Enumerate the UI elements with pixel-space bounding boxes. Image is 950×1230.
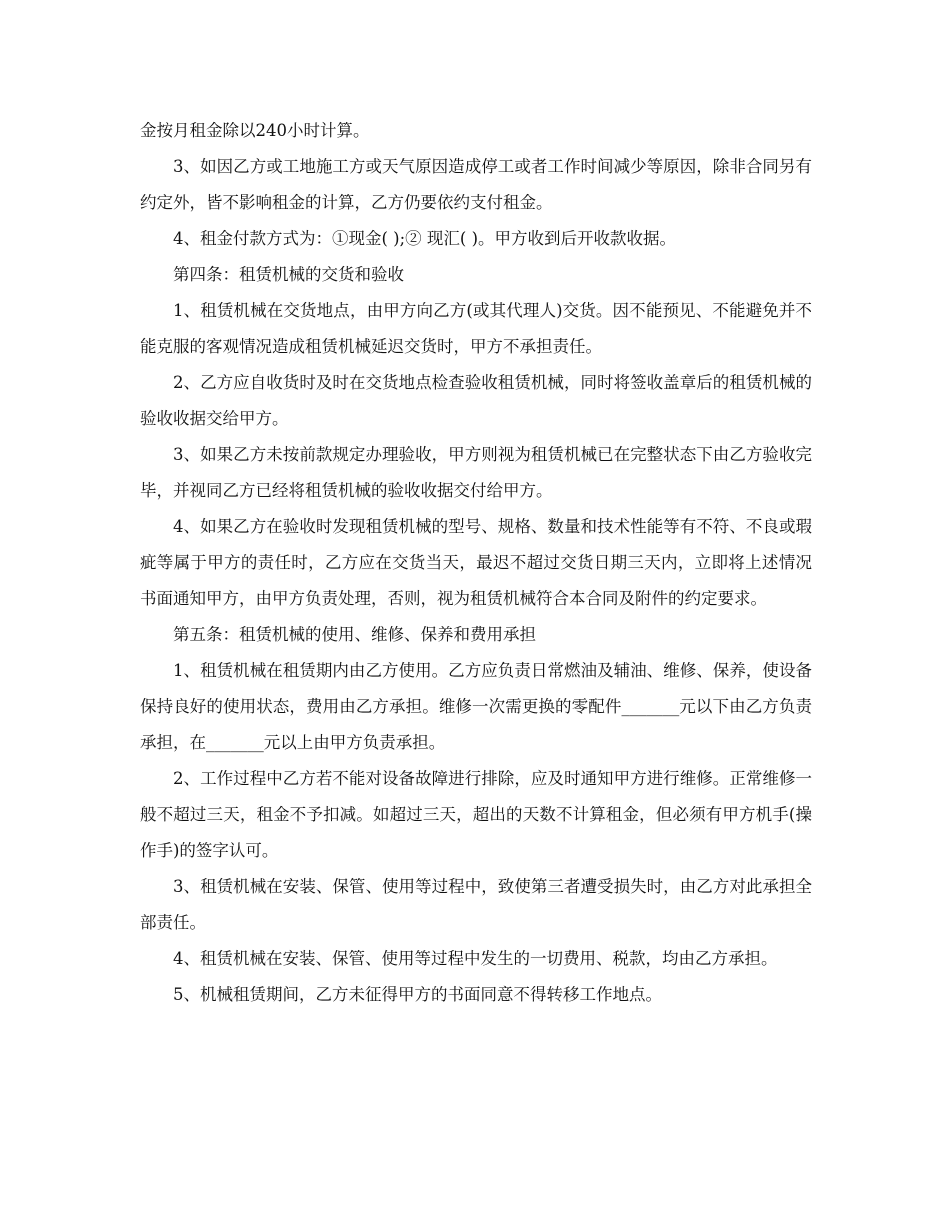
document-page xyxy=(140,113,812,1013)
paragraph-article-5-item-4: 4、租赁机械在安装、保管、使用等过程中发生的一切费用、税款，均由乙方承担。 xyxy=(173,949,778,968)
paragraph-clause-4-payment-method: 4、租金付款方式为：①现金( );② 现汇( )。甲方收到后开收款收据。 xyxy=(173,229,677,248)
paragraph-article-4-item-4: 4、如果乙方在验收时发现租赁机械的型号、规格、数量和技术性能等有不符、不良或瑕疵等属于甲方的责任时，乙方应在交货当天，最迟不超过交货日期三天内，立即将上述情况书面通知甲方，由甲方负责处理，否则，视为租赁机械符合本合同及附件的约定要求。 xyxy=(140,517,812,608)
paragraph-article-5-item-5: 5、机械租赁期间，乙方未征得甲方的书面同意不得转移工作地点。 xyxy=(173,985,662,1004)
paragraph-article-5-item-2: 2、工作过程中乙方若不能对设备故障进行排除，应及时通知甲方进行维修。正常维修一般不超过三天，租金不予扣减。如超过三天，超出的天数不计算租金，但必须有甲方机手(操作手)的签字认可。 xyxy=(140,769,812,860)
paragraph-article-5-item-3: 3、租赁机械在安装、保管、使用等过程中，致使第三者遭受损失时，由乙方对此承担全部责任。 xyxy=(140,877,812,932)
paragraph-article-4-item-3: 3、如果乙方未按前款规定办理验收，甲方则视为租赁机械已在完整状态下由乙方验收完毕，并视同乙方已经将租赁机械的验收收据交付给甲方。 xyxy=(140,445,812,500)
paragraph-rent-calculation-continued: 金按月租金除以240小时计算。 xyxy=(140,121,370,140)
paragraph-article-4-item-1: 1、租赁机械在交货地点，由甲方向乙方(或其代理人)交货。因不能预见、不能避免并不能克服的客观情况造成租赁机械延迟交货时，甲方不承担责任。 xyxy=(140,301,812,356)
article-4-heading: 第四条：租赁机械的交货和验收 xyxy=(173,265,404,284)
paragraph-clause-3-stoppage: 3、如因乙方或工地施工方或天气原因造成停工或者工作时间减少等原因，除非合同另有约定外，皆不影响租金的计算，乙方仍要依约支付租金。 xyxy=(140,157,812,212)
article-5-heading: 第五条：租赁机械的使用、维修、保养和费用承担 xyxy=(173,625,536,644)
paragraph-article-5-item-1: 1、租赁机械在租赁期内由乙方使用。乙方应负责日常燃油及辅油、维修、保养，使设备保持良好的使用状态，费用由乙方承担。维修一次需更换的零配件_______元以下由乙方负责承担，在_______元以上由甲方负责承担。 xyxy=(140,661,812,752)
paragraph-article-4-item-2: 2、乙方应自收货时及时在交货地点检查验收租赁机械，同时将签收盖章后的租赁机械的验收收据交给甲方。 xyxy=(140,373,812,428)
